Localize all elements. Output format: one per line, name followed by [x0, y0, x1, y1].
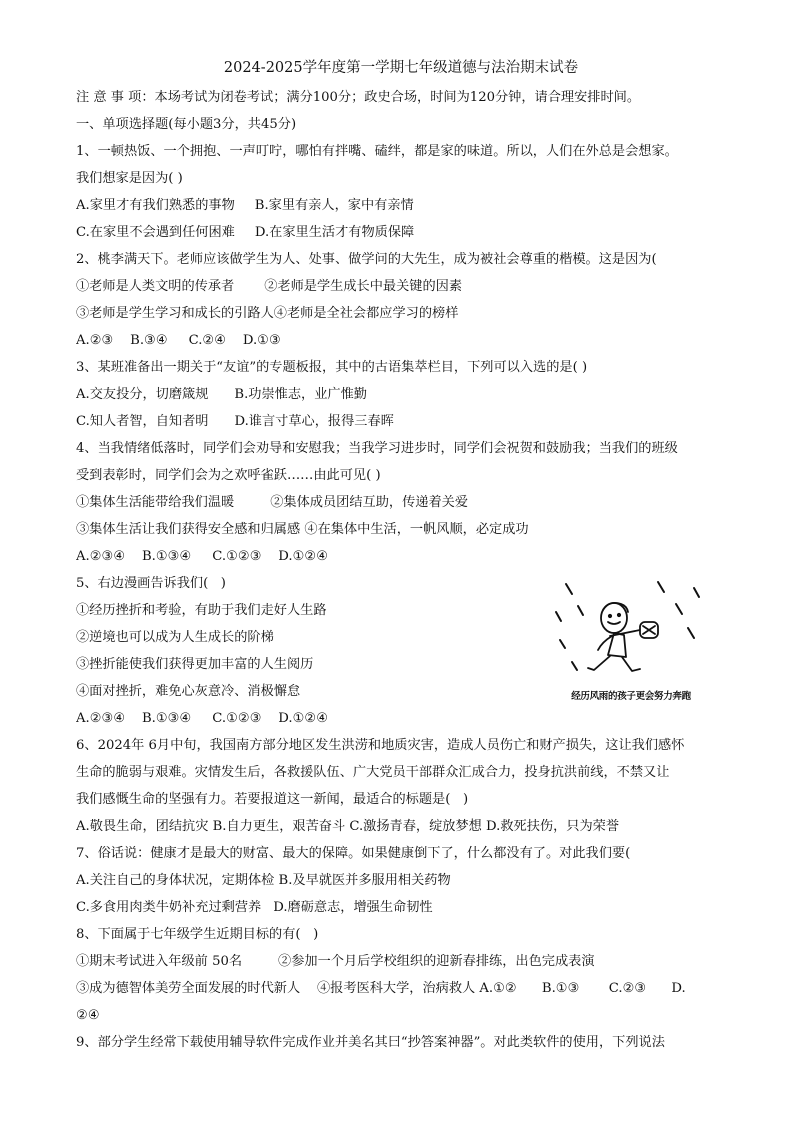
- q3-option-d: D.谁言寸草心，报得三春晖: [234, 414, 394, 429]
- q4-stem: 4、当我情绪低落时，同学们会劝导和安慰我；当我学习进步时，同学们会祝贺和鼓励我；当我们的班级: [76, 441, 678, 456]
- q1-option-a: A.家里才有我们熟悉的事物: [76, 198, 235, 213]
- q6-stem: 6、2024年 6月中旬，我国南方部分地区发生洪涝和地质灾害，造成人员伤亡和财产损失，这让我们感怀: [76, 738, 685, 753]
- q3-option-a: A.交友投分，切磨箴规: [76, 387, 209, 402]
- q5-stem: 5、右边漫画告诉我们( ): [76, 576, 226, 591]
- q5-statement-4: ④面对挫折，难免心灰意冷、消极懈怠: [76, 684, 301, 699]
- q9-stem: 9、部分学生经常下载使用辅导软件完成作业并美名其曰“抄答案神器”。对此类软件的使用，下列说法: [76, 1035, 665, 1050]
- q1-stem-cont: 我们想家是因为( ): [76, 171, 183, 186]
- section-heading: 一、单项选择题(每小题3分，共45分): [76, 117, 297, 132]
- q5-comic: [548, 578, 714, 708]
- q4-statement-2: ②集体成员团结互助，传递着关爱: [270, 495, 469, 510]
- q8-statement-1: ①期末考试进入年级前 50名: [76, 954, 243, 969]
- q4-statements-34: ③集体生活让我们获得安全感和归属感 ④在集体中生活，一帆风顺，必定成功: [76, 522, 529, 537]
- q2-statement-1: ①老师是人类文明的传承者: [76, 279, 235, 294]
- q3-option-c: C.知人者智，自知者明: [76, 414, 209, 429]
- q2-choices: A.②③ B.③④ C.②④ D.①③: [76, 333, 281, 348]
- q3-options-cd: [76, 408, 726, 435]
- q5-statement-3: ③挫折能使我们获得更加丰富的人生阅历: [76, 657, 314, 672]
- q1-options-cd: [76, 219, 726, 246]
- q3-stem: 3、某班准备出一期关于“友谊”的专题板报，其中的古语集萃栏目，下列可以入选的是( ): [76, 360, 588, 375]
- q4-choices: A.②③④ B.①③④ C.①②③ D.①②④: [76, 549, 329, 564]
- q7-stem: 7、俗话说：健康才是最大的财富、最大的保障。如果健康倒下了，什么都没有了。对此我们要(: [76, 846, 631, 861]
- q3-options-ab: [76, 381, 726, 408]
- exam-notice: 注 意 事 项：本场考试为闭卷考试；满分100分；政史合场，时间为120分钟，请合理安排时间。: [76, 90, 641, 105]
- q7-option-c: C.多食用肉类牛奶补充过剩营养: [76, 900, 262, 915]
- q7-options-cd: [76, 894, 726, 921]
- q1-stem: 1、一顿热饭、一个拥抱、一声叮咛，哪怕有拌嘴、磕绊，都是家的味道。所以，人们在外总是会想家。: [76, 144, 678, 159]
- q1-option-b: B.家里有亲人，家中有亲情: [254, 198, 414, 213]
- q5-statement-2: ②逆境也可以成为人生成长的阶梯: [76, 630, 274, 645]
- comic-caption: 经历风雨的孩子更会努力奔跑: [571, 691, 691, 702]
- q2-statements-34: ③老师是学生学习和成长的引路人④老师是全社会都应学习的榜样: [76, 306, 459, 321]
- q1-options-ab: [76, 192, 726, 219]
- q8-statements-cont: ②④: [76, 1008, 100, 1023]
- q6-stem-cont-1: 生命的脆弱与艰难。灾情发生后，各救援队伍、广大党员干部群众汇成合力，投身抗洪前线，不禁又让: [76, 765, 670, 780]
- q7-option-d: D.磨砺意志，增强生命韧性: [273, 900, 433, 915]
- q5-choices: A.②③④ B.①③④ C.①②③ D.①②④: [76, 711, 329, 726]
- running-child-in-rain-illustration: [548, 578, 714, 688]
- q5-statement-1: ①经历挫折和考验，有助于我们走好人生路: [76, 603, 327, 618]
- q8-statements-12: [76, 948, 726, 975]
- q8-statements-34: ③成为德智体美劳全面发展的时代新人 ④报考医科大学，治病救人 A.①② B.①③ C.②③ D.: [76, 981, 686, 996]
- q1-option-d: D.在家里生活才有物质保障: [254, 225, 415, 240]
- q4-stem-cont: 受到表彰时，同学们会为之欢呼雀跃……由此可见( ): [76, 468, 381, 483]
- q6-choices: A.敬畏生命，团结抗灾 B.自力更生，艰苦奋斗 C.激扬青春，绽放梦想 D.救死扶伤，只为荣誉: [76, 819, 620, 834]
- q8-stem: 8、下面属于七年级学生近期目标的有( ): [76, 927, 319, 942]
- exam-title: 2024-2025学年度第一学期七年级道德与法治期末试卷: [223, 60, 579, 76]
- q2-stem: 2、桃李满天下。老师应该做学生为人、处事、做学问的大先生，成为被社会尊重的楷模。这是因为(: [76, 252, 657, 267]
- q8-statement-2: ②参加一个月后学校组织的迎新春排练，出色完成表演: [278, 954, 595, 969]
- q4-statement-1: ①集体生活能带给我们温暖: [76, 495, 235, 510]
- q2-statements-12: [76, 273, 726, 300]
- exam-page: [76, 58, 726, 1056]
- q4-statements-12: [76, 489, 726, 516]
- q2-statement-2: ②老师是学生成长中最关键的因素: [264, 279, 463, 294]
- q6-stem-cont-2: 我们感慨生命的坚强有力。若要报道这一新闻，最适合的标题是( ): [76, 792, 469, 807]
- q3-option-b: B.功崇惟志，业广惟勤: [234, 387, 367, 402]
- q1-option-c: C.在家里不会遇到任何困难: [76, 225, 235, 240]
- q7-options-ab: A.关注自己的身体状况，定期体检 B.及早就医并多服用相关药物: [76, 873, 451, 888]
